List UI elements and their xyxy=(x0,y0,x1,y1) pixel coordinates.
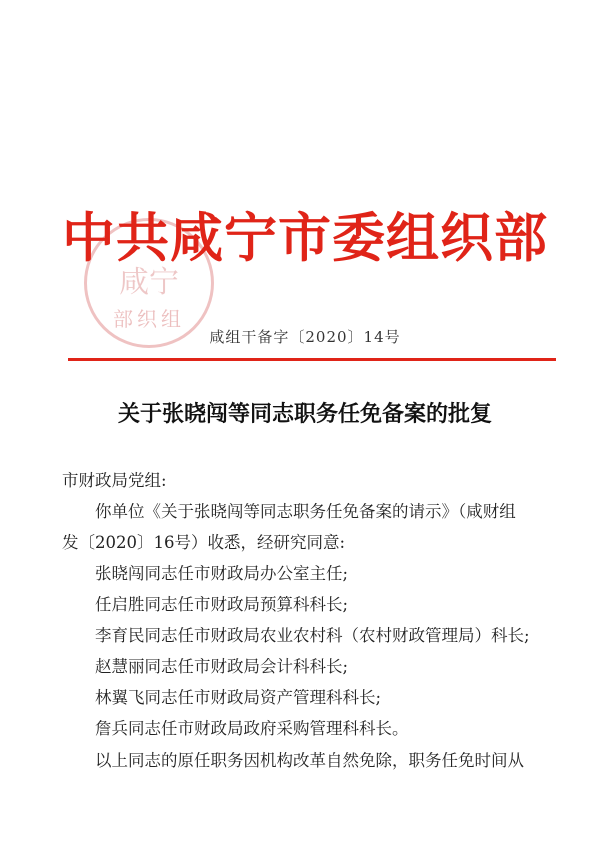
paragraph1-line1: 你单位《关于张晓闯等同志职务任免备案的请示》（咸财组 xyxy=(95,502,516,521)
appointment-line: 李育民同志任市财政局农业农村科（农村财政管理局）科长; xyxy=(95,626,530,645)
document-number: 咸组干备字〔2020〕14号 xyxy=(209,328,401,346)
appointment-line: 任启胜同志任市财政局预算科科长; xyxy=(95,595,349,614)
organization-header: 中共咸宁市委组织部 xyxy=(62,208,548,269)
document-title: 关于张晓闯等同志职务任免备案的批复 xyxy=(117,402,492,427)
header-divider xyxy=(68,358,556,361)
seal-top-text: 咸宁 xyxy=(119,265,179,300)
paragraph1-line2: 发〔2020〕16号）收悉，经研究同意: xyxy=(62,533,346,552)
salutation: 市财政局党组: xyxy=(62,471,167,490)
appointment-line: 张晓闯同志任市财政局办公室主任; xyxy=(95,564,349,583)
appointment-line: 赵慧丽同志任市财政局会计科科长; xyxy=(95,657,349,676)
appointment-line: 詹兵同志任市财政局政府采购管理科科长。 xyxy=(95,719,409,738)
appointment-line: 林翼飞同志任市财政局资产管理科科长; xyxy=(95,688,382,707)
closing-line: 以上同志的原任职务因机构改革自然免除，职务任免时间从 xyxy=(95,751,524,770)
seal-bottom-text: 部织组 xyxy=(113,307,185,331)
